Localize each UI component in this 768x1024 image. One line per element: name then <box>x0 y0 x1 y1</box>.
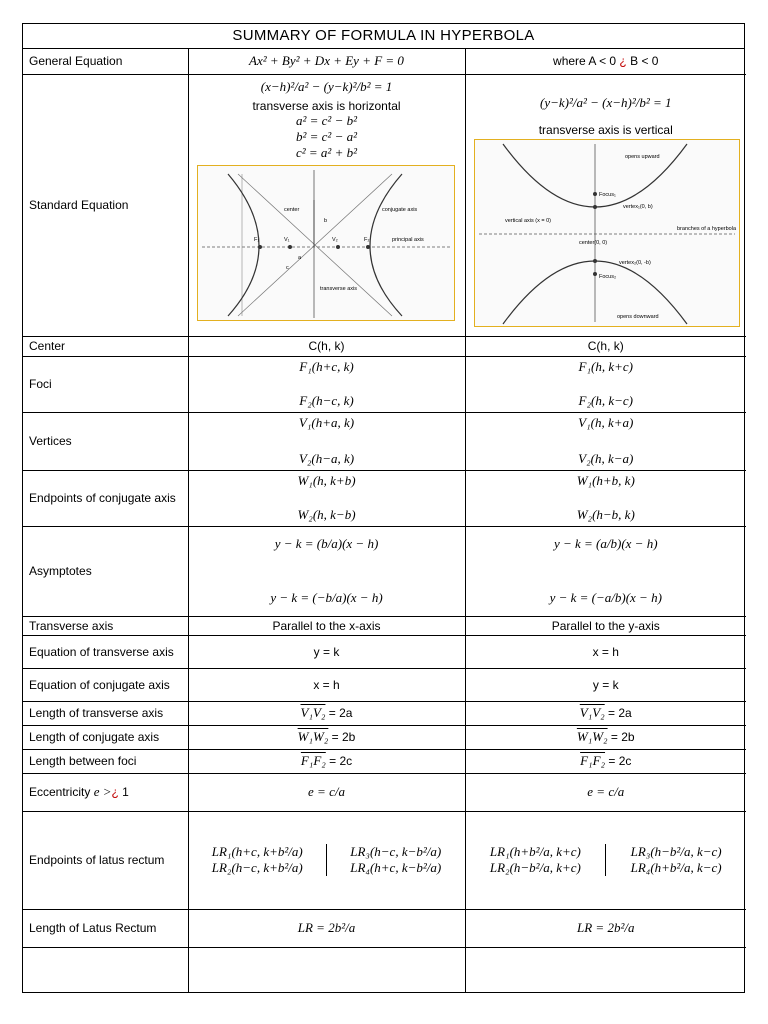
transverse-horizontal: Parallel to the x-axis <box>188 616 465 635</box>
conj-endpoint-1: W₁(h+b, k) <box>576 473 635 488</box>
length-foci-horizontal: F₁F₂ = 2c <box>188 749 465 773</box>
row-center <box>23 336 746 356</box>
fig-label: conjugate axis <box>381 206 417 213</box>
vertex-2: V₂(h−a, k) <box>298 451 355 466</box>
row-label: Length of transverse axis <box>23 701 188 725</box>
latus-endpoint: LR₂(h−c, k+b²/a) <box>211 860 303 875</box>
eq-conjugate-vertical: y = k <box>465 668 746 701</box>
vertex-1: V₁(h, k+a) <box>578 415 634 430</box>
page-title: SUMMARY OF FORMULA IN HYPERBOLA <box>23 24 744 49</box>
eq-transverse-vertical: x = h <box>465 635 746 668</box>
length-conjugate-vertical: W₁W₂ = 2b <box>465 725 746 749</box>
relation: c² = a² + b² <box>295 144 357 160</box>
standard-vertical <box>465 74 746 336</box>
fig-label: c <box>285 264 289 271</box>
standard-horizontal <box>188 74 465 336</box>
general-condition: where A < 0 ¿ B < 0 <box>465 49 746 74</box>
latus-endpoint: LR₁(h+b²/a, k+c) <box>489 844 581 859</box>
horizontal-hyperbola-graph <box>198 166 454 320</box>
row-general-equation <box>23 49 746 74</box>
row-label: Equation of conjugate axis <box>23 668 188 701</box>
fig-label: F₁ <box>253 236 259 243</box>
row-label: Eccentricity e >¿ 1 <box>23 773 188 811</box>
latus-endpoint: LR₄(h+b²/a, k−c) <box>606 860 746 876</box>
row-vertices <box>23 412 746 470</box>
row-length-transverse <box>23 701 746 725</box>
focus-2: F₂(h−c, k) <box>299 393 354 408</box>
asymptote-1: y − k = (b/a)(x − h) <box>274 536 379 551</box>
row-label: Equation of transverse axis <box>23 635 188 668</box>
general-equation: Ax² + By² + Dx + Ey + F = 0 <box>188 49 465 74</box>
row-label: Transverse axis <box>23 616 188 635</box>
row-eq-transverse <box>23 635 746 668</box>
vertex-2: V₂(h, k−a) <box>578 451 634 466</box>
length-transverse-vertical: V₁V₂ = 2a <box>465 701 746 725</box>
relation: a² = c² − b² <box>295 112 357 128</box>
row-label: General Equation <box>23 49 188 74</box>
fig-label: a <box>297 254 301 261</box>
fig-label: vertex₁(0, b) <box>622 203 653 210</box>
glyph: ¿ <box>111 785 119 799</box>
row-label: Vertices <box>23 412 188 470</box>
length-foci-vertical: F₁F₂ = 2c <box>465 749 746 773</box>
vertical-hyperbola-figure <box>474 139 740 327</box>
caption-horizontal: transverse axis is horizontal <box>252 98 401 113</box>
focus-2: F₂(h, k−c) <box>578 393 633 408</box>
center-vertical: C(h, k) <box>465 336 746 356</box>
length-transverse-horizontal: V₁V₂ = 2a <box>188 701 465 725</box>
empty-cell <box>23 947 188 993</box>
eq-conjugate-horizontal: x = h <box>188 668 465 701</box>
fig-label: center(0, 0) <box>578 239 607 246</box>
center-horizontal: C(h, k) <box>188 336 465 356</box>
row-empty <box>23 947 746 993</box>
row-label: Standard Equation <box>23 74 188 336</box>
focus-1: F₁(h+c, k) <box>299 359 354 374</box>
row-eccentricity <box>23 773 746 811</box>
fig-label: Focus₂ <box>598 273 616 280</box>
row-label: Length of Latus Rectum <box>23 909 188 947</box>
row-label: Length of conjugate axis <box>23 725 188 749</box>
row-label: Length between foci <box>23 749 188 773</box>
row-foci <box>23 356 746 412</box>
asymptote-1: y − k = (a/b)(x − h) <box>553 536 658 551</box>
latus-endpoint: LR₄(h+c, k−b²/a) <box>327 860 465 876</box>
latus-endpoint: LR₃(h−b²/a, k−c) <box>606 844 746 860</box>
row-label: Center <box>23 336 188 356</box>
row-label: Endpoints of conjugate axis <box>23 470 188 526</box>
vertical-hyperbola-graph <box>475 140 739 326</box>
fig-label: b <box>323 217 327 224</box>
formula-sheet <box>22 23 745 993</box>
fig-label: center <box>283 206 299 213</box>
fig-label: opens upward <box>624 153 660 160</box>
fig-label: vertical axis (x = 0) <box>504 217 551 224</box>
conj-endpoint-2: W₂(h, k−b) <box>297 507 356 522</box>
equation-horizontal: (x−h)²/a² − (y−k)²/b² = 1 <box>260 78 393 94</box>
fig-label: branches of a hyperbola <box>676 225 736 232</box>
fig-label: transverse axis <box>319 285 357 292</box>
caption-vertical: transverse axis is vertical <box>538 122 673 137</box>
row-latus-length <box>23 909 746 947</box>
row-label: Endpoints of latus rectum <box>23 811 188 909</box>
latus-endpoints-horizontal <box>188 811 465 909</box>
conj-endpoint-1: W₁(h, k+b) <box>297 473 356 488</box>
row-standard-equation <box>23 74 746 336</box>
row-latus-endpoints <box>23 811 746 909</box>
fig-label: vertex₂(0, -b) <box>618 259 651 266</box>
glyph: ¿ <box>619 54 627 69</box>
focus-1: F₁(h, k+c) <box>578 359 633 374</box>
asymptote-2: y − k = (−a/b)(x − h) <box>549 590 662 605</box>
row-label: Asymptotes <box>23 526 188 616</box>
fig-label: Focus₁ <box>598 191 616 198</box>
row-conjugate-endpoints <box>23 470 746 526</box>
formula-table <box>23 49 746 993</box>
latus-endpoint: LR₃(h−c, k−b²/a) <box>327 844 465 860</box>
row-eq-conjugate <box>23 668 746 701</box>
latus-endpoint: LR₂(h−b²/a, k+c) <box>489 860 581 875</box>
equation-vertical: (y−k)²/a² − (x−h)²/b² = 1 <box>539 94 672 110</box>
row-asymptotes <box>23 526 746 616</box>
conj-endpoint-2: W₂(h−b, k) <box>576 507 635 522</box>
horizontal-hyperbola-figure <box>197 165 455 321</box>
eccentricity-horizontal: e = c/a <box>188 773 465 811</box>
latus-endpoint: LR₁(h+c, k+b²/a) <box>211 844 303 859</box>
fig-label: V₁ <box>283 236 290 243</box>
fig-label: F₂ <box>363 236 369 243</box>
latus-length-horizontal: LR = 2b²/a <box>188 909 465 947</box>
vertex-1: V₁(h+a, k) <box>298 415 355 430</box>
fig-label: opens downward <box>616 313 659 320</box>
eq-transverse-horizontal: y = k <box>188 635 465 668</box>
row-label: Foci <box>23 356 188 412</box>
relation: b² = c² − a² <box>295 128 357 144</box>
fig-label: principal axis <box>391 236 424 243</box>
row-transverse-axis <box>23 616 746 635</box>
latus-endpoints-vertical <box>465 811 746 909</box>
asymptote-2: y − k = (−b/a)(x − h) <box>270 590 383 605</box>
eccentricity-vertical: e = c/a <box>465 773 746 811</box>
empty-cell <box>465 947 746 993</box>
row-length-conjugate <box>23 725 746 749</box>
fig-label: V₂ <box>331 236 338 243</box>
latus-length-vertical: LR = 2b²/a <box>465 909 746 947</box>
row-length-foci <box>23 749 746 773</box>
transverse-vertical: Parallel to the y-axis <box>465 616 746 635</box>
empty-cell <box>188 947 465 993</box>
length-conjugate-horizontal: W₁W₂ = 2b <box>188 725 465 749</box>
